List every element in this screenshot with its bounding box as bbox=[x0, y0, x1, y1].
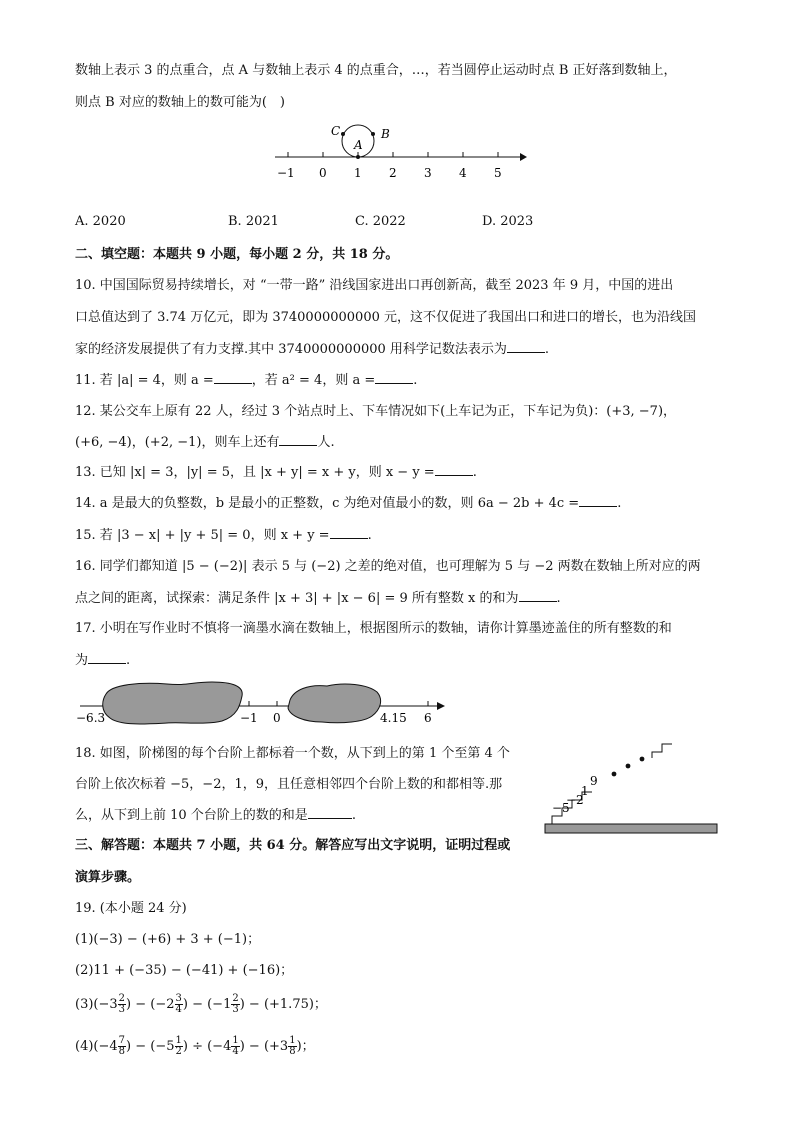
q10-line2: 口总值达到了 3.74 万亿元，即为 3740000000000 元，这不仅促进了我国出口和进口的增长，也为沿线国 bbox=[75, 310, 696, 325]
tick-label: −1 bbox=[240, 711, 258, 725]
number-line-circle-figure bbox=[265, 122, 535, 184]
option-b: B. 2021 bbox=[228, 214, 279, 229]
q17-line1: 17. 小明在写作业时不慎将一滴墨水滴在数轴上，根据图所示的数轴，请你计算墨迹盖住的所有整数的和 bbox=[75, 621, 672, 636]
q13: 13. 已知 |x| = 3，|y| = 5，且 |x + y| = x + y，则 x − y = . bbox=[75, 465, 477, 480]
q19-title: 19. (本小题 24 分) bbox=[75, 901, 187, 916]
tick-label: −6.3 bbox=[76, 711, 106, 725]
arrow-icon bbox=[520, 153, 527, 161]
q14: 14. a 是最大的负整数，b 是最小的正整数，c 为绝对值最小的数，则 6a − 2b + 4c = . bbox=[75, 496, 622, 511]
tick-label: 3 bbox=[424, 166, 432, 180]
q18-line2: 台阶上依次标着 −5，−2，1，9，且任意相邻四个台阶上数的和都相等.那 bbox=[75, 777, 503, 792]
ink-blot-number-line-figure bbox=[72, 676, 452, 728]
q19-part4: (4)(−4 $\frac{7}{8}$ ) − (−5 $\frac{1}{2}$ ) ÷ (−4 $\frac{1}{4}$ ) − (+3 $\frac{1}{8}$ )； bbox=[75, 1035, 315, 1057]
q19-part2: (2)11 + (−35) − (−41) + (−16)； bbox=[75, 963, 294, 978]
q10-line1: 10. 中国国际贸易持续增长，对 “一带一路” 沿线国家进出口再创新高，截至 2023 年 9 月，中国的进出 bbox=[75, 278, 674, 293]
arrow-icon bbox=[437, 702, 445, 710]
tick-label: 1 bbox=[354, 166, 362, 180]
point-c-label: C bbox=[331, 124, 341, 138]
q17-line2: 为 . bbox=[75, 653, 131, 668]
step-label: −5 bbox=[552, 801, 570, 815]
step-label: −2 bbox=[566, 793, 584, 807]
ink-blot-left bbox=[103, 682, 242, 724]
q16-line1: 16. 同学们都知道 |5 − (−2)| 表示 5 与 (−2) 之差的绝对值，也可理解为 5 与 −2 两数在数轴上所对应的两 bbox=[75, 559, 701, 574]
tick-label: 0 bbox=[273, 711, 281, 725]
option-a: A. 2020 bbox=[75, 214, 126, 229]
q12-line1: 12. 某公交车上原有 22 人，经过 3 个站点时上、下车情况如下(上车记为正，下车记为负)：(+3, −7)， bbox=[75, 404, 677, 419]
q11: 11. 若 |a| = 4，则 a = ，若 a² = 4，则 a = . bbox=[75, 373, 418, 388]
section3-header-line1: 三、解答题：本题共 7 小题，共 64 分。解答应写出文字说明，证明过程或 bbox=[75, 838, 511, 853]
option-c: C. 2022 bbox=[355, 214, 406, 229]
q18-line3: 么，从下到上前 10 个台阶上的数的和是 . bbox=[75, 808, 356, 823]
tick-label: −1 bbox=[277, 166, 295, 180]
tick-label: 0 bbox=[319, 166, 327, 180]
q9-text-line2: 则点 B 对应的数轴上的数可能为( ) bbox=[75, 95, 285, 110]
step-label: 1 bbox=[581, 784, 589, 798]
tick-label: 6 bbox=[424, 711, 432, 725]
option-d: D. 2023 bbox=[482, 214, 534, 229]
q19-part3: (3)(−3 $\frac{2}{3}$ ) − (−2 $\frac{3}{4}$ ) − (−1 $\frac{2}{3}$ ) − (+1.75)； bbox=[75, 993, 327, 1015]
q18-line1: 18. 如图，阶梯图的每个台阶上都标着一个数，从下到上的第 1 个至第 4 个 bbox=[75, 746, 510, 761]
section2-header: 二、填空题：本题共 9 小题，每小题 2 分，共 18 分。 bbox=[75, 247, 399, 262]
point-b-label: B bbox=[381, 127, 390, 141]
tick-label: 5 bbox=[494, 166, 502, 180]
step-label: 9 bbox=[590, 774, 598, 788]
tick-label: 2 bbox=[389, 166, 397, 180]
q10-line3: 家的经济发展提供了有力支撑.其中 3740000000000 用科学记数法表示为 . bbox=[75, 342, 550, 357]
q19-part1: (1)(−3) − (+6) + 3 + (−1)； bbox=[75, 932, 261, 947]
q12-line2: (+6, −4)，(+2, −1)，则车上还有 人. bbox=[75, 435, 335, 450]
point-a-label: A bbox=[354, 138, 363, 152]
q16-line2: 点之间的距离，试探索：满足条件 |x + 3| + |x − 6| = 9 所有整数 x 的和为 . bbox=[75, 591, 561, 606]
staircase-figure bbox=[540, 738, 720, 836]
section3-header-line2: 演算步骤。 bbox=[75, 870, 141, 885]
q9-text-line1: 数轴上表示 3 的点重合，点 A 与数轴上表示 4 的点重合，…，若当圆停止运动时点 B 正好落到数轴上， bbox=[75, 63, 677, 78]
q15: 15. 若 |3 − x| + |y + 5| = 0，则 x + y = . bbox=[75, 528, 372, 543]
tick-label: 4.15 bbox=[380, 711, 407, 725]
tick-label: 4 bbox=[459, 166, 467, 180]
ink-blot-right bbox=[288, 684, 381, 723]
